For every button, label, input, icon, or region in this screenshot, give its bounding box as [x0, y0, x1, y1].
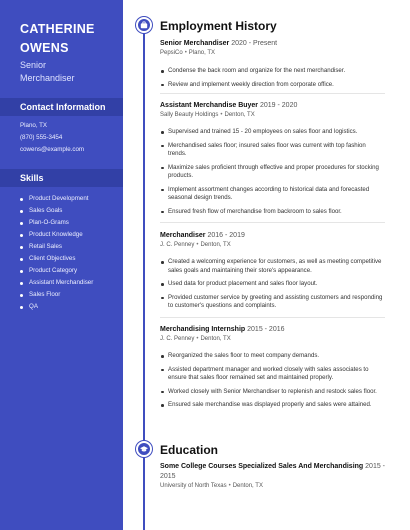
skill-item: Product Development	[20, 193, 93, 205]
job-bullet: Created a welcoming experience for customers, as well as meeting competitive sales goals and maintaining their store's appearance.	[160, 258, 385, 275]
employment-heading: Employment History	[160, 19, 277, 33]
job-location: Plano, TX	[188, 50, 216, 56]
skill-item: Retail Sales	[20, 241, 93, 253]
job-entry: Senior Merchandiser 2020 - Present PepsiCo • Plano, TX Condense the back room and organize for the next merchandiser. Review and implement weekly direction from corporate office.	[160, 39, 385, 94]
divider	[160, 93, 385, 94]
job-bullet: Reorganized the sales floor to meet company demands.	[160, 352, 385, 361]
job-bullet: Used data for product placement and sales floor layout.	[160, 280, 385, 289]
skills-heading: Skills	[0, 169, 123, 187]
job-bullet: Worked closely with Senior Merchandiser to replenish and restock sales floor.	[160, 388, 385, 397]
job-dates: 2016 - 2019	[207, 232, 245, 239]
job-bullet: Maximize sales proficient through effective and proper procedures for stocking products.	[160, 164, 385, 181]
education-location: Denton, TX	[232, 483, 263, 489]
skill-item: Sales Goals	[20, 205, 93, 217]
contact-email[interactable]: cowens@example.com	[20, 146, 85, 153]
candidate-name	[20, 20, 95, 58]
job-entry: Assistant Merchandise Buyer 2019 - 2020 Sally Beauty Holdings • Denton, TX Supervised and trained 15 - 20 employees on sales floor and logistics. Merchandised sales floor; insured sales floor was current with top fashion trends. Maximize sales proficient through effective and proper procedures for stocking products. Implement assortment changes according to historical data and forecasted seasonal design trends. Ensured fresh flow of merchandise from backroom to sales floor.	[160, 101, 385, 221]
job-company: Sally Beauty Holdings	[160, 112, 219, 118]
job-company: PepsiCo	[160, 50, 183, 56]
skills-list	[20, 193, 93, 313]
skill-item: Client Objectives	[20, 253, 93, 265]
role-line-2: Merchandiser	[20, 73, 75, 83]
skill-item: Sales Floor	[20, 289, 93, 301]
job-company: J. C. Penney	[160, 336, 195, 342]
skill-item: Assistant Merchandiser	[20, 277, 93, 289]
skill-item: Plan-O-Grams	[20, 217, 93, 229]
graduation-cap-icon	[136, 441, 152, 457]
job-company: J. C. Penney	[160, 242, 195, 248]
job-bullet: Ensured fresh flow of merchandise from backroom to sales floor.	[160, 208, 385, 217]
job-entry: Merchandiser 2016 - 2019 J. C. Penney • Denton, TX Created a welcoming experience for customers, as well as meeting competitive sales goals and maintaining their store's appearance. Used data for product placement and sales floor layout. Provided customer service by greeting and assisting customers and responding to customer's questions and complaints.	[160, 231, 385, 316]
skill-item: Product Category	[20, 265, 93, 277]
job-dates: 2020 - Present	[231, 40, 278, 47]
education-dates: 2015 - 2015	[160, 463, 386, 480]
job-location: Denton, TX	[200, 242, 231, 248]
skill-item: Product Knowledge	[20, 229, 93, 241]
job-bullet: Review and implement weekly direction from corporate office.	[160, 81, 385, 90]
job-bullet: Implement assortment changes according to historical data and forecasted seasonal design trends.	[160, 186, 385, 203]
role-line-1: Senior	[20, 60, 47, 70]
job-title: Merchandising Internship	[160, 326, 246, 333]
job-bullet: Merchandised sales floor; insured sales floor was current with top fashion trends.	[160, 142, 385, 159]
job-title: Senior Merchandiser	[160, 40, 230, 47]
divider	[160, 317, 385, 318]
education-title: Some College Courses Specialized Sales And Merchandising	[160, 463, 364, 470]
skill-item: QA	[20, 301, 93, 313]
contact-heading: Contact Information	[0, 98, 123, 116]
education-entry: Some College Courses Specialized Sales And Merchandising 2015 - 2015 University of North Texas • Denton, TX	[160, 463, 386, 489]
last-name: OWENS	[20, 41, 69, 55]
briefcase-icon	[136, 17, 152, 33]
job-bullet: Assisted department manager and worked closely with sales associates to ensure that sales floor remained set and maintained properly.	[160, 366, 385, 383]
education-school: University of North Texas	[160, 483, 227, 489]
job-location: Denton, TX	[200, 336, 231, 342]
job-bullet: Ensured sale merchandise was displayed properly and sales were attained.	[160, 401, 385, 410]
job-bullet: Provided customer service by greeting and assisting customers and responding to customer's questions and complaints.	[160, 294, 385, 311]
candidate-role	[20, 59, 75, 85]
contact-phone: (870) 555-3454	[20, 134, 63, 141]
first-name: CATHERINE	[20, 22, 95, 36]
divider	[160, 222, 385, 223]
education-heading: Education	[160, 443, 219, 457]
job-dates: 2015 - 2016	[247, 326, 285, 333]
job-entry: Merchandising Internship 2015 - 2016 J. C. Penney • Denton, TX Reorganized the sales floor to meet company demands. Assisted department manager and worked closely with sales associates to ensure that sales floor remained set and maintained properly. Worked closely with Senior Merchandiser to replenish and restock sales floor. Ensured sale merchandise was displayed properly and sales were attained.	[160, 325, 385, 415]
job-location: Denton, TX	[224, 112, 255, 118]
job-title: Merchandiser	[160, 232, 206, 239]
contact-location: Plano, TX	[20, 122, 48, 129]
job-title: Assistant Merchandise Buyer	[160, 102, 259, 109]
job-bullet: Condense the back room and organize for the next merchandiser.	[160, 67, 385, 76]
job-dates: 2019 - 2020	[260, 102, 298, 109]
sidebar	[0, 0, 123, 530]
job-bullet: Supervised and trained 15 - 20 employees on sales floor and logistics.	[160, 128, 385, 137]
